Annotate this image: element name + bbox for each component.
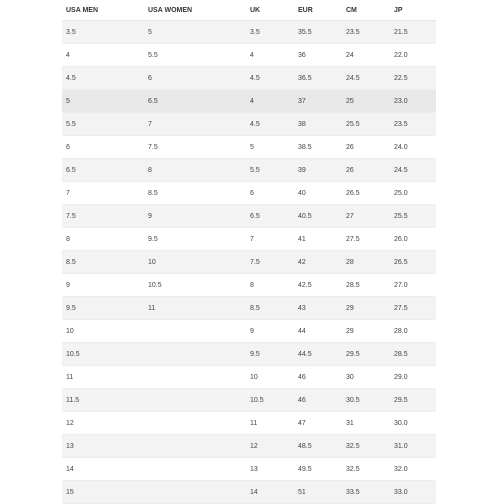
cell-jp: 22.5 — [390, 67, 436, 90]
cell-jp: 27.0 — [390, 274, 436, 297]
table-row — [62, 297, 436, 320]
cell-usa-men: 6.5 — [62, 159, 144, 182]
cell-uk: 9.5 — [246, 343, 294, 366]
cell-uk: 8.5 — [246, 297, 294, 320]
cell-uk: 6.5 — [246, 205, 294, 228]
cell-jp: 24.0 — [390, 136, 436, 159]
cell-usa-men: 10.5 — [62, 343, 144, 366]
cell-cm: 24.5 — [342, 67, 390, 90]
cell-jp: 31.0 — [390, 435, 436, 458]
cell-jp: 23.0 — [390, 90, 436, 113]
cell-eur: 47 — [294, 412, 342, 435]
cell-cm: 29.5 — [342, 343, 390, 366]
header-eur: EUR — [294, 0, 342, 21]
cell-cm: 31 — [342, 412, 390, 435]
cell-cm: 30 — [342, 366, 390, 389]
cell-jp: 26.0 — [390, 228, 436, 251]
cell-cm: 27.5 — [342, 228, 390, 251]
cell-eur: 49.5 — [294, 458, 342, 481]
table-row — [62, 90, 436, 113]
size-rows — [62, 21, 436, 504]
table-row — [62, 412, 436, 435]
cell-usa-women: 8.5 — [144, 182, 246, 205]
cell-uk: 3.5 — [246, 21, 294, 44]
cell-uk: 12 — [246, 435, 294, 458]
cell-usa-women — [144, 458, 246, 481]
cell-uk: 11 — [246, 412, 294, 435]
cell-usa-women — [144, 435, 246, 458]
cell-cm: 25.5 — [342, 113, 390, 136]
cell-eur: 44.5 — [294, 343, 342, 366]
table-row — [62, 205, 436, 228]
cell-usa-women — [144, 343, 246, 366]
cell-usa-men: 15 — [62, 481, 144, 504]
cell-usa-women: 9.5 — [144, 228, 246, 251]
cell-cm: 29 — [342, 320, 390, 343]
cell-jp: 30.0 — [390, 412, 436, 435]
cell-eur: 40 — [294, 182, 342, 205]
cell-jp: 23.5 — [390, 113, 436, 136]
cell-jp: 25.5 — [390, 205, 436, 228]
cell-eur: 39 — [294, 159, 342, 182]
cell-eur: 43 — [294, 297, 342, 320]
cell-jp: 24.5 — [390, 159, 436, 182]
cell-usa-men: 10 — [62, 320, 144, 343]
cell-uk: 9 — [246, 320, 294, 343]
table-row — [62, 458, 436, 481]
table-row — [62, 21, 436, 44]
table-row — [62, 274, 436, 297]
cell-jp: 22.0 — [390, 44, 436, 67]
cell-cm: 24 — [342, 44, 390, 67]
cell-uk: 6 — [246, 182, 294, 205]
cell-cm: 28 — [342, 251, 390, 274]
cell-eur: 44 — [294, 320, 342, 343]
header-usa-men: USA MEN — [62, 0, 144, 21]
cell-uk: 7 — [246, 228, 294, 251]
cell-cm: 29 — [342, 297, 390, 320]
cell-usa-women: 5.5 — [144, 44, 246, 67]
cell-usa-women: 6.5 — [144, 90, 246, 113]
cell-uk: 8 — [246, 274, 294, 297]
table-row — [62, 44, 436, 67]
cell-uk: 13 — [246, 458, 294, 481]
cell-eur: 46 — [294, 389, 342, 412]
table-row — [62, 481, 436, 504]
table-row — [62, 435, 436, 458]
cell-usa-men: 6 — [62, 136, 144, 159]
cell-eur: 42 — [294, 251, 342, 274]
cell-eur: 51 — [294, 481, 342, 504]
cell-usa-men: 7 — [62, 182, 144, 205]
cell-cm: 28.5 — [342, 274, 390, 297]
cell-usa-women — [144, 320, 246, 343]
cell-usa-women: 5 — [144, 21, 246, 44]
cell-eur: 35.5 — [294, 21, 342, 44]
header-usa-women: USA WOMEN — [144, 0, 246, 21]
table-row — [62, 159, 436, 182]
cell-cm: 32.5 — [342, 458, 390, 481]
cell-eur: 36.5 — [294, 67, 342, 90]
cell-cm: 27 — [342, 205, 390, 228]
cell-usa-men: 3.5 — [62, 21, 144, 44]
cell-usa-women — [144, 412, 246, 435]
cell-uk: 5 — [246, 136, 294, 159]
cell-eur: 37 — [294, 90, 342, 113]
size-chart-container — [62, 0, 436, 504]
header-jp: JP — [390, 0, 436, 21]
table-row — [62, 389, 436, 412]
cell-uk: 5.5 — [246, 159, 294, 182]
cell-usa-women: 6 — [144, 67, 246, 90]
cell-eur: 48.5 — [294, 435, 342, 458]
cell-jp: 28.0 — [390, 320, 436, 343]
cell-uk: 4.5 — [246, 113, 294, 136]
cell-usa-men: 5.5 — [62, 113, 144, 136]
cell-usa-men: 9.5 — [62, 297, 144, 320]
cell-usa-men: 7.5 — [62, 205, 144, 228]
cell-usa-men: 8.5 — [62, 251, 144, 274]
cell-usa-men: 11.5 — [62, 389, 144, 412]
cell-uk: 4 — [246, 44, 294, 67]
table-row — [62, 366, 436, 389]
table-row — [62, 182, 436, 205]
cell-cm: 26.5 — [342, 182, 390, 205]
table-row — [62, 113, 436, 136]
cell-jp: 29.5 — [390, 389, 436, 412]
cell-usa-women: 10.5 — [144, 274, 246, 297]
cell-jp: 27.5 — [390, 297, 436, 320]
cell-eur: 36 — [294, 44, 342, 67]
cell-cm: 33.5 — [342, 481, 390, 504]
cell-usa-men: 12 — [62, 412, 144, 435]
cell-cm: 25 — [342, 90, 390, 113]
cell-jp: 26.5 — [390, 251, 436, 274]
cell-jp: 25.0 — [390, 182, 436, 205]
cell-eur: 46 — [294, 366, 342, 389]
cell-usa-men: 13 — [62, 435, 144, 458]
cell-usa-men: 14 — [62, 458, 144, 481]
table-row — [62, 320, 436, 343]
size-chart-table — [62, 0, 436, 504]
cell-usa-women — [144, 481, 246, 504]
cell-cm: 26 — [342, 136, 390, 159]
header-uk: UK — [246, 0, 294, 21]
cell-uk: 7.5 — [246, 251, 294, 274]
cell-uk: 14 — [246, 481, 294, 504]
cell-uk: 10 — [246, 366, 294, 389]
cell-usa-men: 8 — [62, 228, 144, 251]
table-row — [62, 251, 436, 274]
cell-cm: 26 — [342, 159, 390, 182]
cell-uk: 4.5 — [246, 67, 294, 90]
cell-usa-women — [144, 366, 246, 389]
table-row — [62, 67, 436, 90]
cell-cm: 30.5 — [342, 389, 390, 412]
cell-eur: 38.5 — [294, 136, 342, 159]
cell-usa-men: 11 — [62, 366, 144, 389]
cell-usa-women: 11 — [144, 297, 246, 320]
cell-eur: 41 — [294, 228, 342, 251]
table-row — [62, 343, 436, 366]
cell-usa-women: 9 — [144, 205, 246, 228]
cell-usa-women: 10 — [144, 251, 246, 274]
cell-usa-women — [144, 389, 246, 412]
cell-usa-men: 9 — [62, 274, 144, 297]
cell-cm: 23.5 — [342, 21, 390, 44]
header-row — [62, 0, 436, 21]
cell-eur: 38 — [294, 113, 342, 136]
cell-usa-women: 7 — [144, 113, 246, 136]
cell-usa-men: 4.5 — [62, 67, 144, 90]
header-cm: CM — [342, 0, 390, 21]
cell-uk: 10.5 — [246, 389, 294, 412]
cell-jp: 32.0 — [390, 458, 436, 481]
cell-usa-women: 7.5 — [144, 136, 246, 159]
cell-uk: 4 — [246, 90, 294, 113]
cell-jp: 21.5 — [390, 21, 436, 44]
cell-jp: 33.0 — [390, 481, 436, 504]
cell-usa-women: 8 — [144, 159, 246, 182]
cell-jp: 28.5 — [390, 343, 436, 366]
cell-usa-men: 5 — [62, 90, 144, 113]
cell-eur: 42.5 — [294, 274, 342, 297]
table-row — [62, 228, 436, 251]
cell-cm: 32.5 — [342, 435, 390, 458]
cell-usa-men: 4 — [62, 44, 144, 67]
cell-eur: 40.5 — [294, 205, 342, 228]
cell-jp: 29.0 — [390, 366, 436, 389]
table-row — [62, 136, 436, 159]
